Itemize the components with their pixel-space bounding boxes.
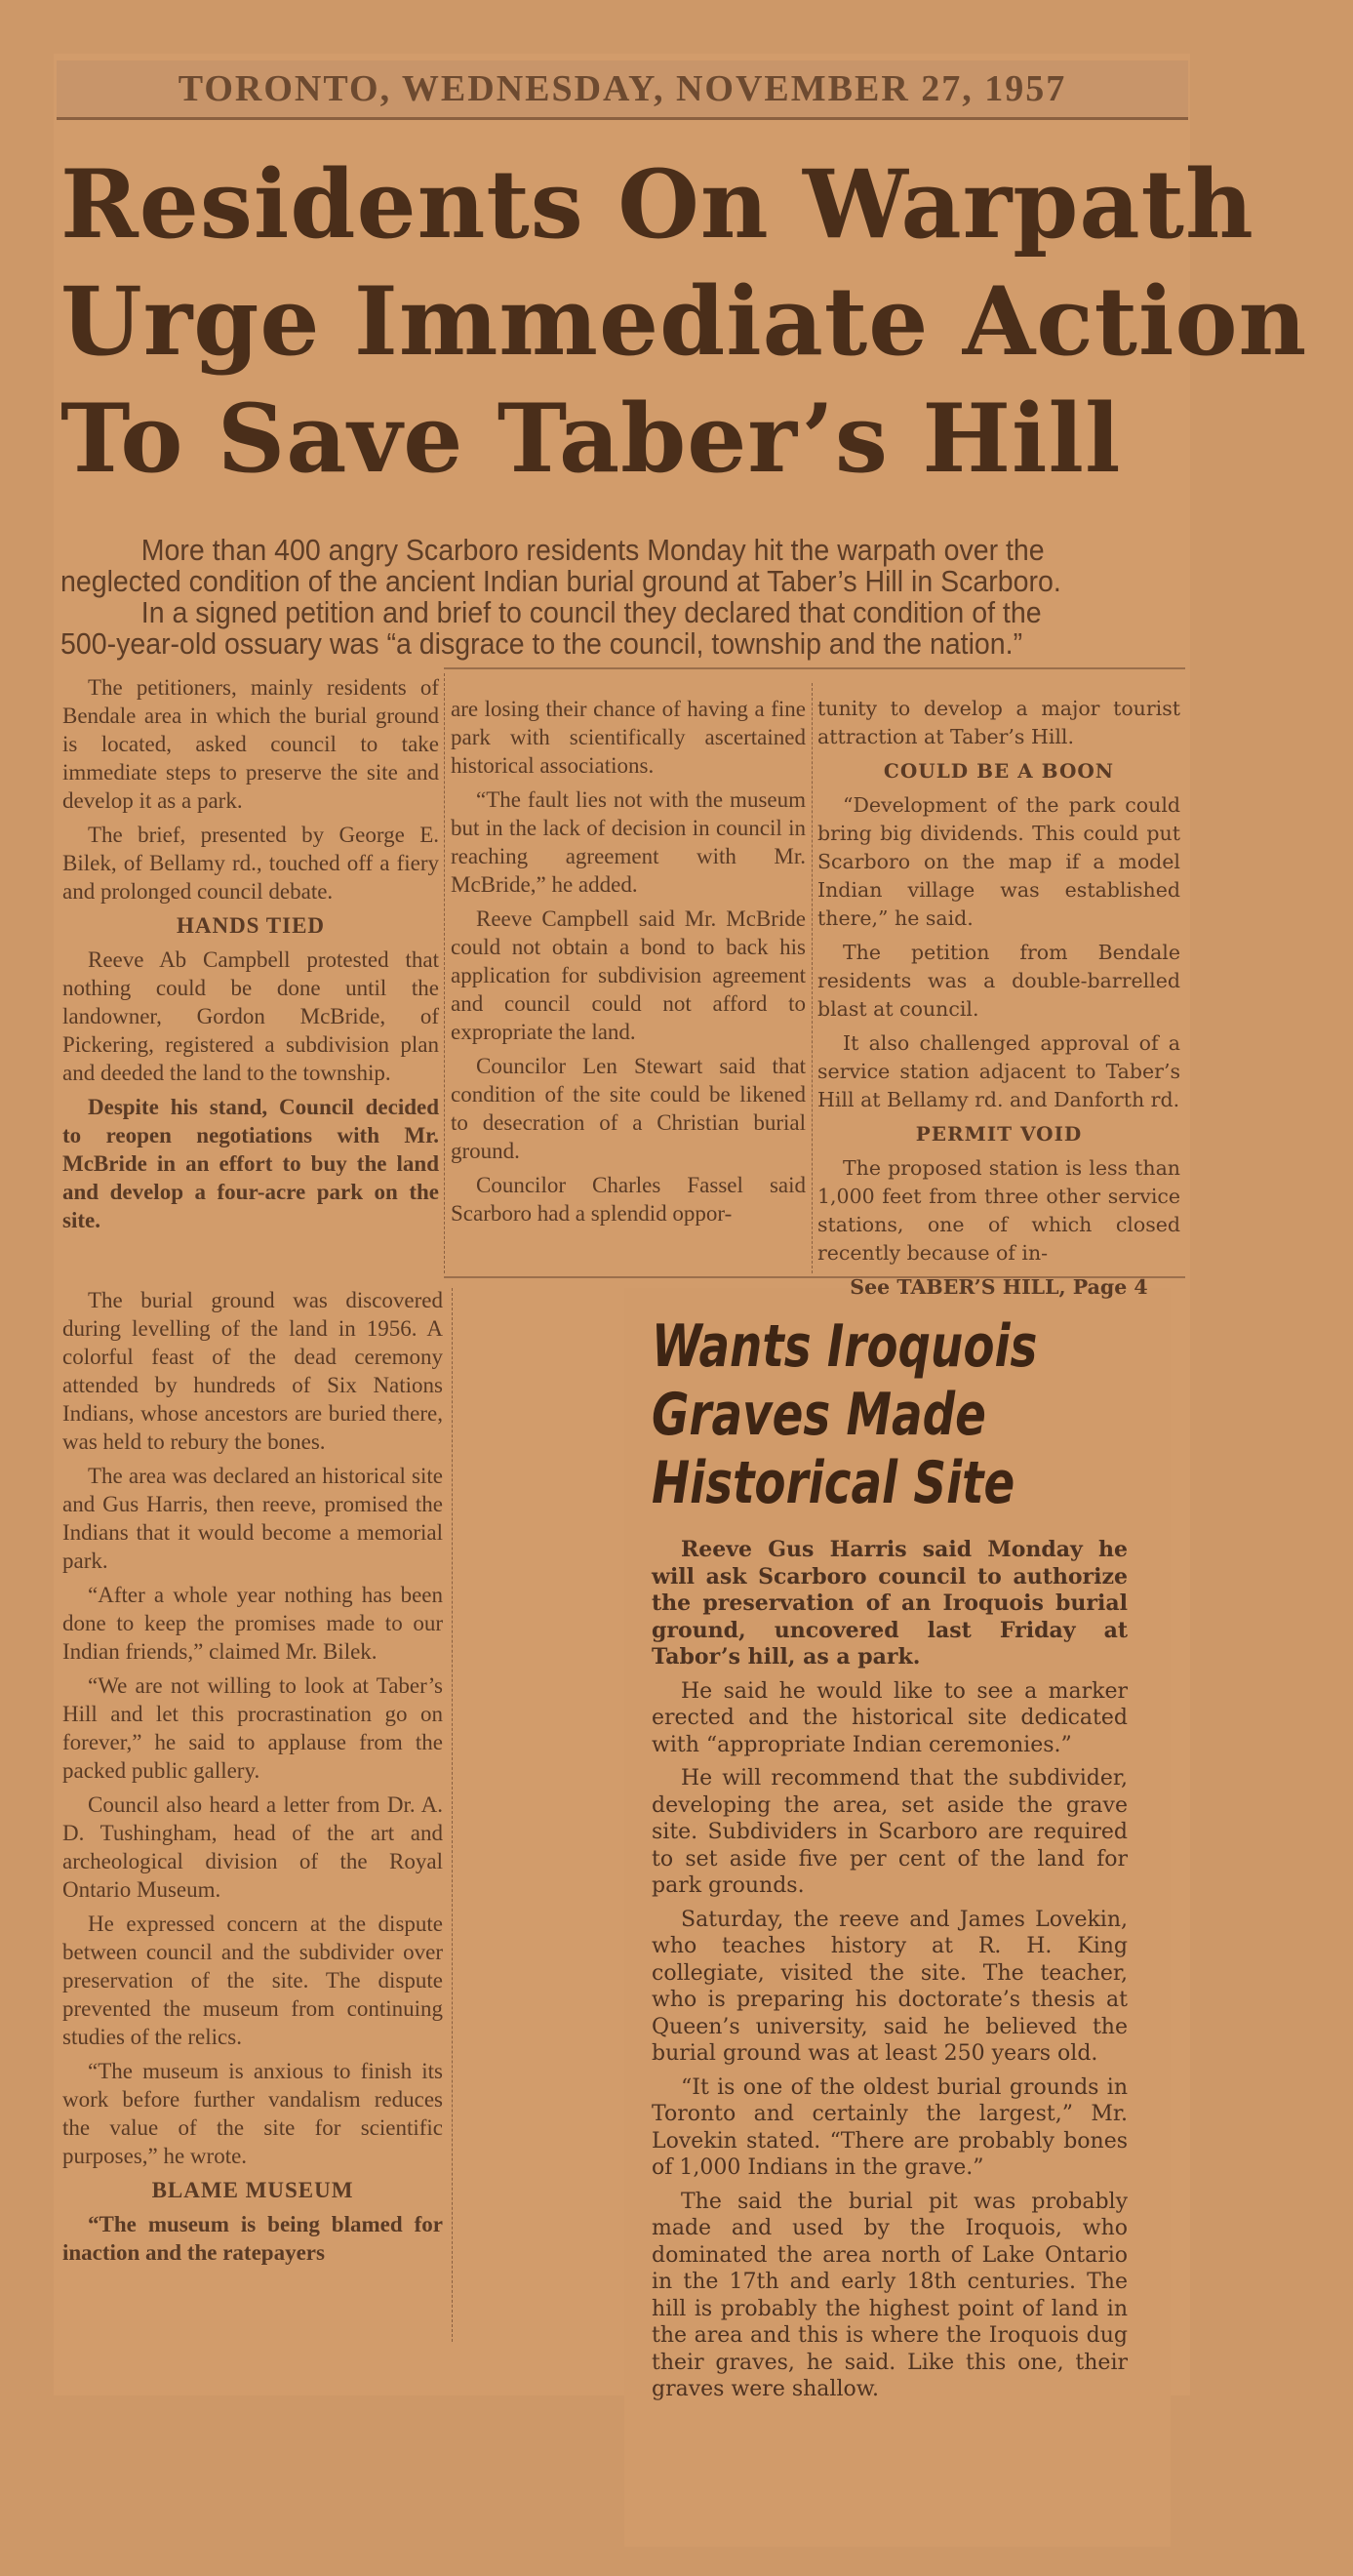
paragraph: are losing their chance of having a fine park with scientifically ascertained historical associations. — [451, 697, 806, 778]
paragraph: Reeve Campbell said Mr. McBride could not obtain a bond to back his application for subdivision agreement and council could not afford to expropriate the land. — [451, 906, 806, 1044]
lead-line: More than 400 angry Scarboro residents Monday hit the warpath over the — [140, 533, 1045, 567]
paragraph: He will recommend that the subdivider, developing the area, set aside the grave site. Subdividers in Scarboro are required to set aside five per cent of the land for park grounds. — [652, 1766, 1128, 1898]
subheading: HANDS TIED — [176, 913, 326, 938]
main-headline — [60, 146, 1308, 498]
paragraph: “We are not willing to look at Taber’s Hill and let this procrastination go on forever,” he said to applause from the packed public gallery. — [62, 1673, 443, 1783]
paragraph: He said he would like to see a marker erected and the historical site dedicated with “appropriate Indian ceremonies.” — [652, 1678, 1128, 1757]
paragraph: Council also heard a letter from Dr. A. D. Tushingham, head of the art and archeological division of the Royal Ontario Museum. — [62, 1792, 443, 1902]
paragraph: The brief, presented by George E. Bilek, of Bellamy rd., touched off a fiery and prolonged council debate. — [62, 823, 439, 904]
paragraph: The proposed station is less than 1,000 feet from three other service stations, one of which closed recently because of in- — [817, 1156, 1180, 1265]
paragraph: The petition from Bendale residents was a double-barrelled blast at council. — [817, 941, 1180, 1021]
lead-line: In a signed petition and brief to council they declared that condition of the — [140, 595, 1042, 629]
paragraph: Despite his stand, Council decided to reopen negotiations with Mr. McBride in an effort to buy the land and develop a four-acre park on the site. — [62, 1095, 439, 1232]
paragraph: tunity to develop a major tourist attraction at Taber’s Hill. — [817, 697, 1180, 748]
paragraph: The said the burial pit was probably made and used by the Iroquois, who dominated the area north of Lake Ontario in the 17th and early 18th centuries. The hill is probably the highest point of land in the area and this is where the Iroquois dug their graves, he said. Like this one, their graves were shallow. — [652, 2189, 1128, 2401]
lead-paragraph — [60, 535, 1093, 660]
paragraph: “After a whole year nothing has been done to keep the promises made to our Indian friends,” claimed Mr. Bilek. — [62, 1583, 443, 1664]
column-divider — [812, 683, 814, 1273]
paragraph: “The museum is being blamed for inaction and the ratepayers — [62, 2212, 443, 2265]
subheading: COULD BE A BOON — [883, 759, 1115, 783]
paragraph: The petitioners, mainly residents of Bendale area in which the burial ground is located, asked council to take immediate steps to preserve the site and develop it as a park. — [62, 675, 439, 813]
paragraph: Councilor Len Stewart said that condition of the site could be likened to desecration of a Christian burial ground. — [451, 1054, 806, 1163]
headline-line: Wants Iroquois — [652, 1312, 1038, 1381]
column-1-bottom — [62, 1286, 443, 2273]
headline-line: Graves Made — [652, 1381, 986, 1449]
column-divider — [444, 673, 446, 1273]
subheading: PERMIT VOID — [915, 1122, 1083, 1146]
paragraph: “Development of the park could bring big dividends. This could put Scarboro on the map if a model Indian village was established there,” he said. — [817, 793, 1180, 930]
paragraph: “The fault lies not with the museum but in the lack of decision in council in reaching agreement with Mr. McBride,” he added. — [451, 787, 806, 897]
paragraph: It also challenged approval of a service station adjacent to Taber’s Hill at Bellamy rd. and Danforth rd. — [817, 1031, 1180, 1111]
headline-line: To Save Taber’s Hill — [60, 383, 1122, 494]
paragraph: Councilor Charles Fassel said Scarboro had a splendid oppor- — [451, 1173, 806, 1226]
second-article-body — [652, 1537, 1128, 2410]
dateline: TORONTO, WEDNESDAY, NOVEMBER 27, 1957 — [57, 60, 1188, 120]
divider — [444, 667, 1185, 669]
column-2 — [451, 695, 806, 1233]
paragraph: Reeve Ab Campbell protested that nothing could be done until the landowner, Gordon McBride, of Pickering, registered a subdivision plan and deeded the land to the township. — [62, 947, 439, 1085]
paragraph: The burial ground was discovered during levelling of the land in 1956. A colorful feast of the dead ceremony attended by hundreds of Six Nations Indians, whose ancestors are buried there, was held to rebury the bones. — [62, 1288, 443, 1454]
column-divider — [452, 1288, 454, 2342]
paragraph: “It is one of the oldest burial grounds in Toronto and certainly the largest,” Mr. Lovekin stated. “There are probably bones of 1,000 Indians in the grave.” — [652, 2074, 1128, 2180]
paragraph: Reeve Gus Harris said Monday he will ask Scarboro council to authorize the preservation of an Iroquois burial ground, uncovered last Friday at Tabor’s hill, as a park. — [652, 1537, 1128, 1670]
subheading: BLAME MUSEUM — [151, 2178, 354, 2202]
headline-line: Residents On Warpath — [60, 149, 1254, 260]
lead-line: neglected condition of the ancient Indian burial ground at Taber’s Hill in Scarboro. — [60, 564, 1061, 598]
paragraph: He expressed concern at the dispute between council and the subdivider over preservation of the site. The dispute prevented the museum from continuing studies of the relics. — [62, 1912, 443, 2049]
headline-line: Urge Immediate Action — [60, 266, 1308, 377]
paragraph: The area was declared an historical site and Gus Harris, then reeve, promised the Indians that it would become a memorial park. — [62, 1464, 443, 1573]
paragraph: Saturday, the reeve and James Lovekin, who teaches history at R. H. King collegiate, visited the site. The teacher, who is preparing his doctorate’s thesis at Queen’s university, said he believed the burial ground was at least 250 years old. — [652, 1907, 1128, 2066]
column-3 — [817, 695, 1180, 1308]
lead-line: 500-year-old ossuary was “a disgrace to the council, township and the nation.” — [60, 626, 1023, 661]
headline-line: Historical Site — [652, 1449, 1015, 1517]
continuation-note: See TABER’S HILL, Page 4 — [850, 1275, 1148, 1299]
second-headline — [652, 1312, 1038, 1517]
column-1-top — [62, 673, 439, 1240]
paragraph: “The museum is anxious to finish its work before further vandalism reduces the value of the site for scientific purposes,” he wrote. — [62, 2059, 443, 2168]
